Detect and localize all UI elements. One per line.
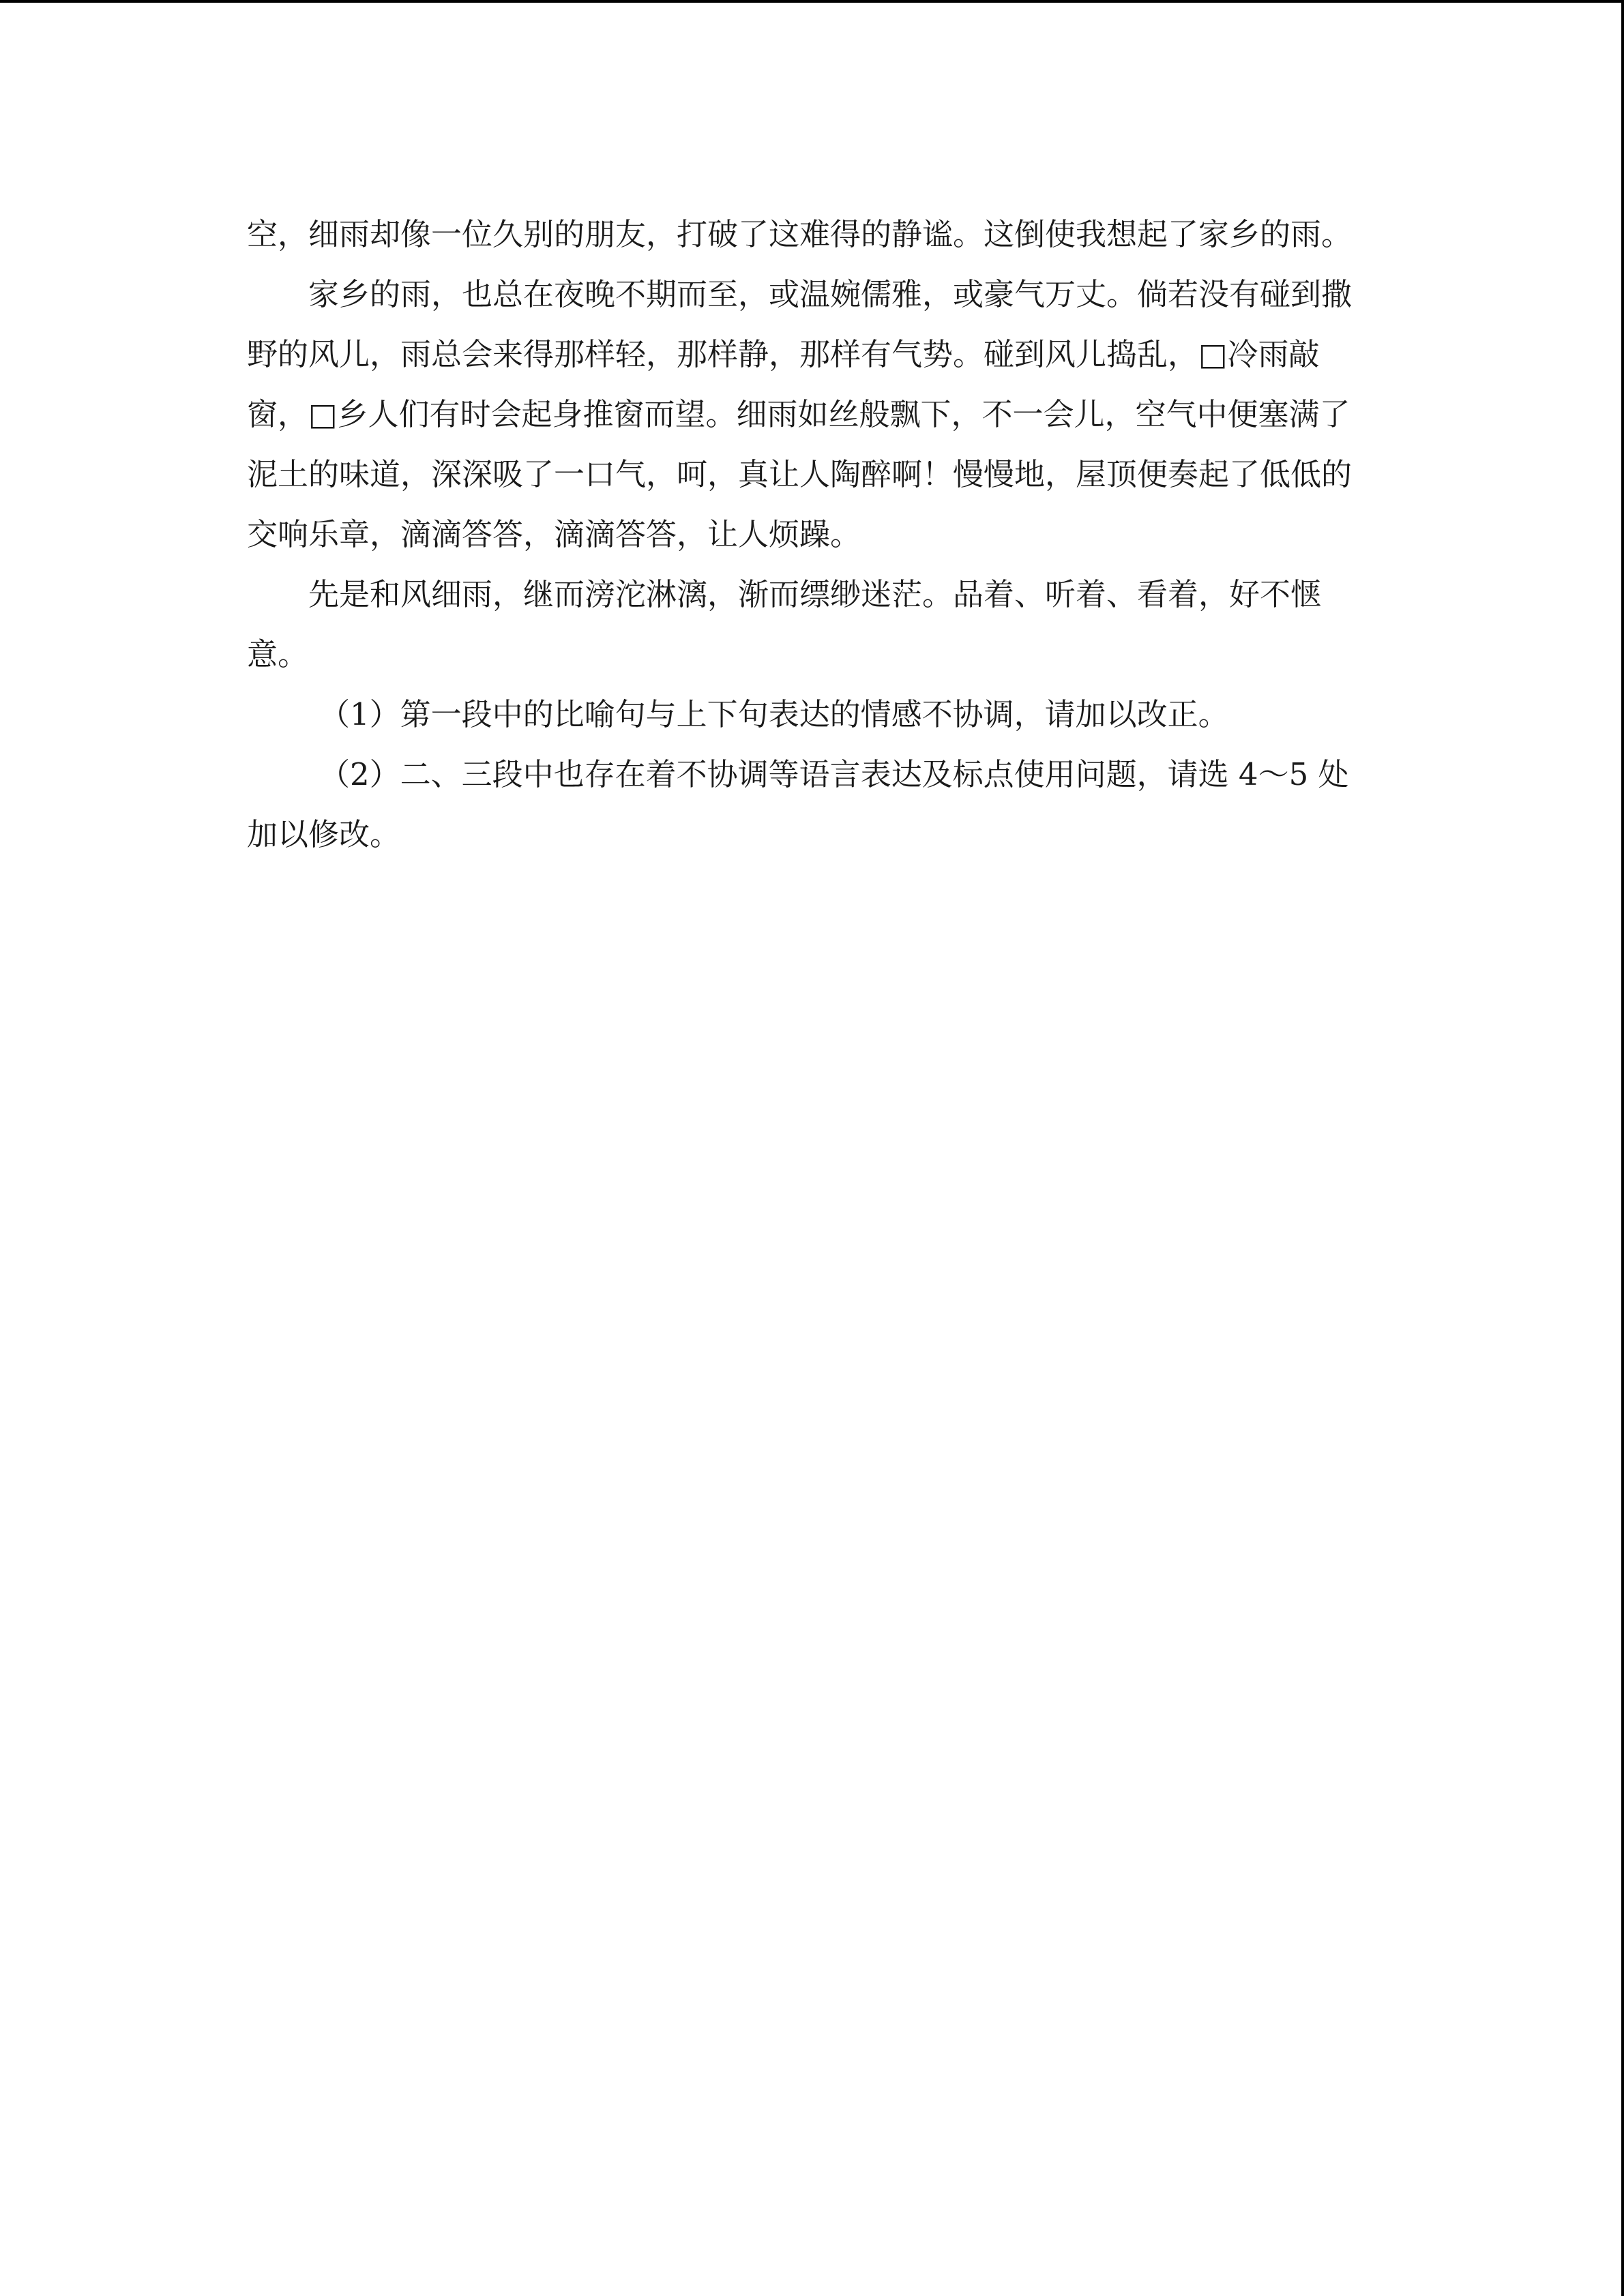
paragraph-continued: 空，细雨却像一位久别的朋友，打破了这难得的静谧。这倒使我想起了家乡的雨。 [247, 216, 1353, 252]
question-2: （2）二、三段中也存在着不协调等语言表达及标点使用问题，请选 4～5 处加以修改。 [247, 756, 1349, 852]
paragraph-hometown-rain: 家乡的雨，也总在夜晚不期而至，或温婉儒雅，或豪气万丈。倘若没有碰到撒野的风儿，雨总会来得那样轻，那样静，那样有气势。碰到风儿捣乱，□冷雨敲窗，□乡人们有时会起身推窗而望。细雨如丝般飘下，不一会儿，空气中便塞满了泥土的味道，深深吸了一口气，呵，真让人陶醉啊！慢慢地，屋顶便奏起了低低的交响乐章，滴滴答答，滴滴答答，让人烦躁。 [247, 276, 1353, 552]
question-1: （1）第一段中的比喻句与上下句表达的情感不协调，请加以改正。 [319, 696, 1229, 732]
paragraph-rain-stages: 先是和风细雨，继而滂沱淋漓，渐而缥缈迷茫。品着、听着、看着，好不惬意。 [247, 576, 1322, 672]
document-body [247, 205, 1379, 865]
page-right-border [1621, 0, 1624, 2296]
page-top-border [0, 0, 1624, 3]
